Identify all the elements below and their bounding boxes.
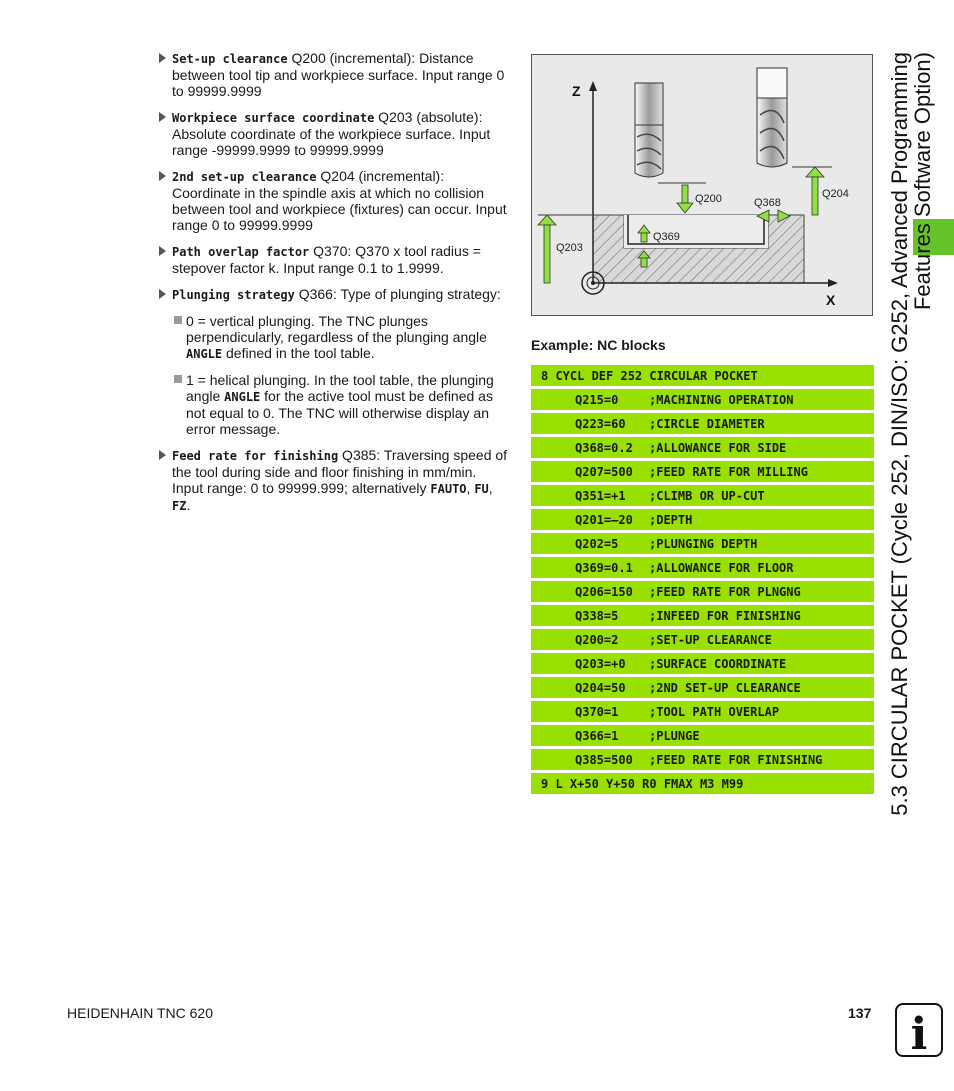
- label-q203: Q203: [556, 242, 583, 254]
- label-q200: Q200: [695, 193, 722, 205]
- option-fu: FU: [474, 482, 489, 496]
- q200-arrow: [682, 185, 688, 203]
- nc-block-comment: ;TOOL PATH OVERLAP: [649, 705, 780, 719]
- nc-blocks-title: Example: NC blocks: [531, 337, 666, 353]
- nc-block-row: [531, 461, 874, 482]
- nc-block-comment: ;DEPTH: [649, 513, 693, 527]
- param-setup-clearance: [158, 50, 510, 99]
- z-axis-arrow-icon: [589, 81, 597, 91]
- q203-arrow: [544, 225, 550, 283]
- nc-block-row: [531, 749, 874, 770]
- nc-block-comment: ;SET-UP CLEARANCE: [649, 633, 772, 647]
- option-fauto: FAUTO: [430, 482, 467, 496]
- nc-block-param: Q203=+0: [575, 657, 626, 671]
- option-text: for the active tool must be defined as not equal to 0. The TNC will otherwise display an error message.: [186, 388, 493, 437]
- nc-block-param: Q201=–20: [575, 513, 633, 527]
- q369-arrow-bottom: [641, 257, 647, 267]
- axis-x-label: X: [826, 292, 836, 308]
- option-fz: FZ: [172, 499, 187, 513]
- parameter-list: [158, 50, 510, 524]
- param-text: Q200 (incremental): Distance between tool tip and workpiece surface. Input range 0 to 99999.9999: [172, 50, 505, 99]
- nc-block-text: 9 L X+50 Y+50 R0 FMAX M3 M99: [541, 777, 744, 791]
- param-code: Path overlap factor: [172, 245, 310, 259]
- nc-block-row: [531, 437, 874, 458]
- triangle-bullet-icon: [159, 289, 166, 299]
- param-plunging-strategy: [158, 286, 510, 303]
- nc-block-comment: ;FEED RATE FOR PLNGNG: [649, 585, 801, 599]
- nc-block-param: Q207=500: [575, 465, 633, 479]
- param-code: Set-up clearance: [172, 52, 288, 66]
- nc-block-comment: ;SURFACE COORDINATE: [649, 657, 787, 671]
- param-text: Q370: Q370 x tool radius = stepover factor k. Input range 0.1 to 1.9999.: [172, 243, 481, 276]
- nc-block-row: [531, 485, 874, 506]
- param-code: 2nd set-up clearance: [172, 170, 317, 184]
- nc-block-param: Q370=1: [575, 705, 619, 719]
- nc-block-comment: ;INFEED FOR FINISHING: [649, 609, 801, 623]
- nc-block-comment: ;MACHINING OPERATION: [649, 393, 794, 407]
- nc-block-row: [531, 605, 874, 626]
- pocket-diagram-svg: [532, 55, 872, 315]
- label-q369: Q369: [653, 231, 680, 243]
- square-bullet-icon: [174, 375, 182, 383]
- label-q204: Q204: [822, 188, 849, 200]
- nc-block-row: [531, 701, 874, 722]
- q369-arrow-top: [641, 233, 647, 242]
- option-text: 0 = vertical plunging. The TNC plunges perpendicularly, regardless of the plunging angle: [186, 313, 487, 345]
- param-path-overlap: [158, 243, 510, 276]
- nc-block-comment: ;ALLOWANCE FOR SIDE: [649, 441, 787, 455]
- info-icon: [895, 1003, 943, 1057]
- nc-block-param: Q202=5: [575, 537, 619, 551]
- label-q368: Q368: [754, 197, 781, 209]
- param-text: Q204 (incremental): Coordinate in the spindle axis at which no collision between tool and workpiece (fixtures) can occur. Input range 0 to 99999.9999: [172, 168, 507, 233]
- square-bullet-icon: [174, 316, 182, 324]
- plunging-option-vertical: [158, 313, 510, 362]
- nc-block-param: Q351=+1: [575, 489, 626, 503]
- param-workpiece-surface: [158, 109, 510, 158]
- nc-block-comment: ;ALLOWANCE FOR FLOOR: [649, 561, 794, 575]
- chapter-heading-line2: Features Software Option): [910, 52, 935, 311]
- nc-block-row: [531, 389, 874, 410]
- nc-block-row: [531, 677, 874, 698]
- option-code: ANGLE: [186, 347, 223, 361]
- nc-block-row: [531, 581, 874, 602]
- param-text: Q385: Traversing speed of the tool during side and floor finishing in mm/min. Input range: 0 to 99999.999; alternatively: [172, 447, 508, 496]
- triangle-bullet-icon: [159, 450, 166, 460]
- param-code: Feed rate for finishing: [172, 449, 339, 463]
- chapter-heading: [888, 52, 952, 962]
- nc-block-param: Q223=60: [575, 417, 626, 431]
- plunging-option-helical: [158, 372, 510, 437]
- axis-z-label: Z: [572, 83, 581, 99]
- q204-arrow: [812, 177, 818, 215]
- nc-block-text: 8 CYCL DEF 252 CIRCULAR POCKET: [541, 369, 758, 383]
- nc-block-param: Q215=0: [575, 393, 619, 407]
- nc-block-param: Q338=5: [575, 609, 619, 623]
- triangle-bullet-icon: [159, 53, 166, 63]
- nc-block-list: [531, 365, 874, 797]
- nc-block-comment: ;PLUNGE: [649, 729, 700, 743]
- nc-block-param: Q369=0.1: [575, 561, 633, 575]
- pocket-diagram: [531, 54, 873, 316]
- nc-block-comment: ;PLUNGING DEPTH: [649, 537, 758, 551]
- nc-block-row: [531, 653, 874, 674]
- nc-block-comment: ;CIRCLE DIAMETER: [649, 417, 765, 431]
- milling-tool-right: [757, 68, 787, 167]
- terminator: .: [186, 497, 191, 513]
- nc-block-param: Q385=500: [575, 753, 633, 767]
- separator: ,: [466, 480, 475, 496]
- nc-block-row: [531, 557, 874, 578]
- option-text: defined in the tool table.: [222, 345, 375, 361]
- param-code: Workpiece surface coordinate: [172, 111, 375, 125]
- param-code: Plunging strategy: [172, 288, 295, 302]
- milling-tool-left: [635, 83, 663, 177]
- option-code: ANGLE: [224, 390, 261, 404]
- triangle-bullet-icon: [159, 112, 166, 122]
- triangle-bullet-icon: [159, 171, 166, 181]
- nc-block-param: Q200=2: [575, 633, 619, 647]
- param-text: Q203 (absolute): Absolute coordinate of the workpiece surface. Input range -99999.9999 to 99999.9999: [172, 109, 491, 158]
- nc-block-comment: ;FEED RATE FOR MILLING: [649, 465, 808, 479]
- param-2nd-setup-clearance: [158, 168, 510, 233]
- nc-block-param: Q204=50: [575, 681, 626, 695]
- chapter-heading-line1: 5.3 CIRCULAR POCKET (Cycle 252, DIN/ISO: G252, Advanced Programming: [887, 52, 912, 816]
- separator: ,: [488, 480, 493, 496]
- nc-block-row: [531, 629, 874, 650]
- nc-block-comment: ;FEED RATE FOR FINISHING: [649, 753, 823, 767]
- nc-block-row: [531, 725, 874, 746]
- nc-block-row: [531, 773, 874, 794]
- nc-block-row: [531, 533, 874, 554]
- x-axis-arrow-icon: [828, 279, 838, 287]
- nc-block-param: Q366=1: [575, 729, 619, 743]
- param-feed-rate-finishing: [158, 447, 510, 514]
- param-text: Q366: Type of plunging strategy:: [294, 286, 501, 302]
- nc-block-param: Q206=150: [575, 585, 633, 599]
- nc-block-comment: ;2ND SET-UP CLEARANCE: [649, 681, 801, 695]
- footer-product-name: HEIDENHAIN TNC 620: [67, 1005, 214, 1021]
- triangle-bullet-icon: [159, 246, 166, 256]
- nc-block-row: [531, 365, 874, 386]
- nc-block-comment: ;CLIMB OR UP-CUT: [649, 489, 765, 503]
- page-number: 137: [848, 1005, 872, 1021]
- info-icon-letter: i: [910, 1009, 928, 1057]
- nc-block-row: [531, 413, 874, 434]
- option-text: 1 = helical plunging. In the tool table, the plunging angle: [186, 372, 494, 404]
- nc-block-row: [531, 509, 874, 530]
- nc-block-param: Q368=0.2: [575, 441, 633, 455]
